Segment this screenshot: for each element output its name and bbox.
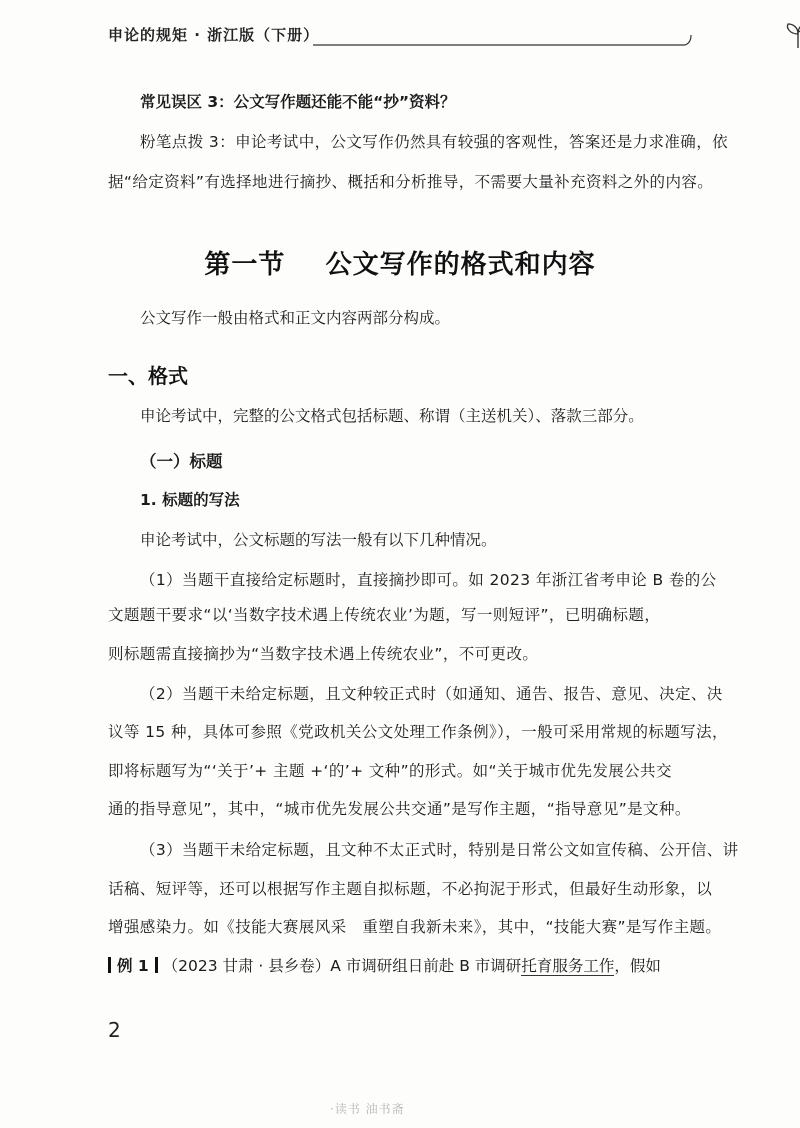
footer-stamp: ·读书 油书斋 [330,1102,405,1116]
example-text: （2023 甘肃 · 县乡卷）A 市调研组日前赴 B 市调研 [162,957,522,975]
heading-format: 一、格式 [108,364,188,388]
case2-line: 通的指导意见”，其中，“城市优先发展公共交通”是写作主题，“指导意见”是文种。 [108,800,691,818]
example-bar-left [108,957,111,973]
misconception-line: 常见误区 3：公文写作题还能不能“抄”资料？ [140,93,456,111]
example-label: 例 1 [117,957,149,975]
case2-line: 即将标题写为“‘关于’+ 主题 +‘的’+ 文种”的形式。如“关于城市优先发展公共交 [108,762,672,780]
example-bar-right [155,957,158,973]
sprout-icon [780,18,800,54]
case2-line: （2）当题干未给定标题，且文种较正式时（如通知、通告、报告、意见、决定、决 [140,685,723,703]
methods-intro: 申论考试中，公文标题的写法一般有以下几种情况。 [140,531,497,549]
example-line [108,954,661,978]
tip-line: 据“给定资料”有选择地进行摘抄、概括和分析推导，不需要大量补充资料之外的内容。 [108,173,714,191]
case1-line: 则标题需直接摘抄为“当数字技术遇上传统农业”，不可更改。 [108,645,539,663]
case3-line: 话稿、短评等，还可以根据写作主题自拟标题，不必拘泥于形式，但最好生动形象，以 [108,880,713,898]
case1-line: 文题题干要求“以‘当数字技术遇上传统农业’为题，写一则短评”，已明确标题， [108,606,661,624]
running-header [108,18,708,58]
case3-line: （3）当题干未给定标题，且文种不太正式时，特别是日常公文如宣传稿、公开信、讲 [140,841,739,859]
header-rule [313,33,693,47]
heading-title-methods: 1. 标题的写法 [140,491,240,509]
page-number: 2 [108,1018,121,1042]
format-intro: 申论考试中，完整的公文格式包括标题、称谓（主送机关）、落款三部分。 [140,407,644,425]
case1-line: （1）当题干直接给定标题时，直接摘抄即可。如 2023 年浙江省考申论 B 卷的公 [140,571,717,589]
tip-line: 粉笔点拨 3：申论考试中，公文写作仍然具有较强的客观性，答案还是力求准确，依 [140,133,728,151]
example-text-end: ，假如 [614,957,661,975]
case2-line: 议等 15 种，具体可参照《党政机关公文处理工作条例》），一般可采用常规的标题写法， [108,723,728,741]
book-title: 申论的规矩 · 浙江版（下册） [108,26,320,44]
heading-title-subsection: （一）标题 [140,452,223,471]
section-title: 第一节 公文写作的格式和内容 [204,250,596,280]
section-intro: 公文写作一般由格式和正文内容两部分构成。 [140,309,451,327]
case3-line: 增强感染力。如《技能大赛展风采 重塑自我新未来》，其中，“技能大赛”是写作主题。 [108,918,722,936]
example-underlined-text: 托育服务工作 [521,957,615,975]
